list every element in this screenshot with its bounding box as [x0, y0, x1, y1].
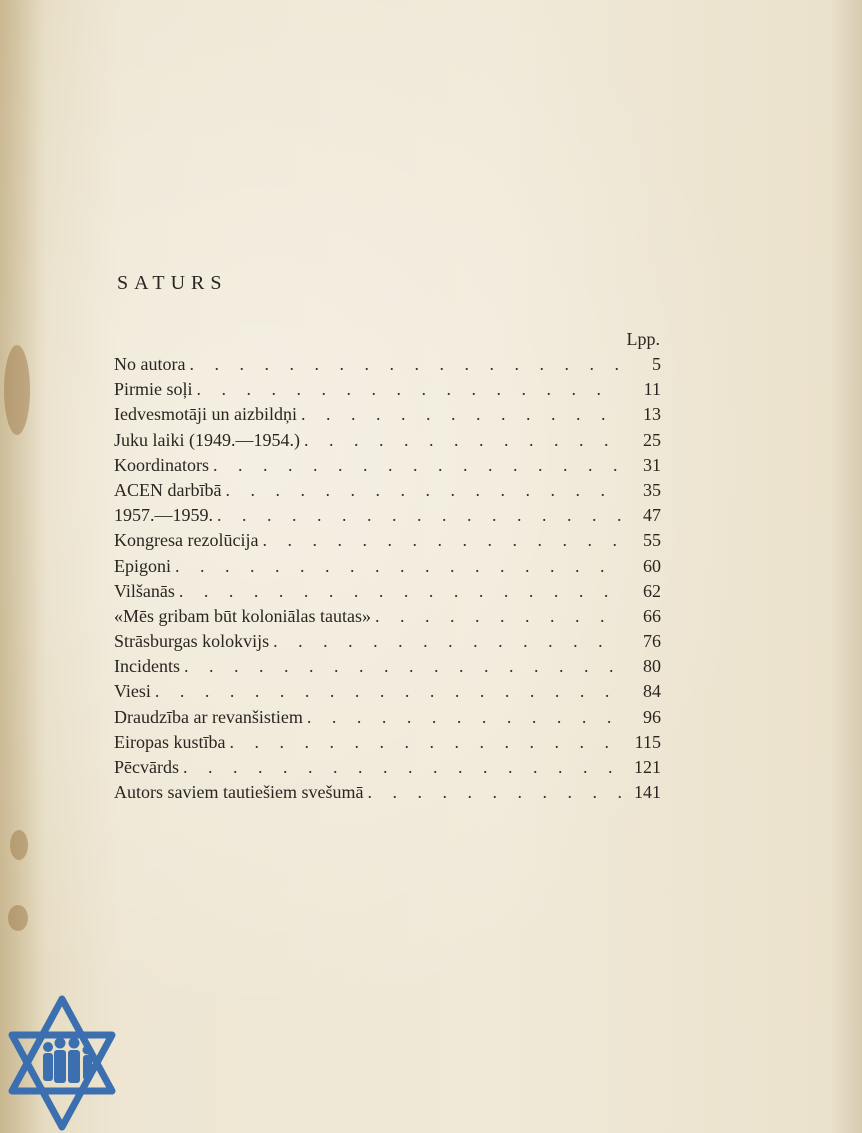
dot-leader: [213, 455, 621, 476]
toc-entry-page: 62: [643, 580, 661, 601]
toc-entry-page: 35: [643, 479, 661, 500]
toc-entry-title: Koordinators: [114, 454, 209, 475]
dot-leader: [301, 404, 621, 425]
dot-leader: [375, 606, 621, 627]
toc-entry-title: Iedvesmotāji un aizbildņi: [114, 404, 297, 425]
toc-entry-title: Draudzība ar revanšistiem: [114, 706, 303, 727]
page-column-label: Lpp.: [626, 329, 660, 349]
toc-entry: [114, 606, 661, 631]
toc-entry-title: Epigoni: [114, 555, 171, 576]
toc-entry-title: Vilšanās: [114, 580, 175, 601]
stain-spot: [10, 830, 28, 860]
dot-leader: [307, 707, 621, 728]
toc-entry: [114, 631, 661, 656]
toc-entry-page: 141: [634, 782, 661, 803]
binding-edge-stain: [0, 0, 46, 1133]
toc-entry-title: No autora: [114, 354, 186, 374]
toc-entry: [114, 782, 661, 807]
toc-entry-page: 31: [643, 454, 661, 475]
toc-entry: [114, 404, 661, 429]
toc-entry-page: 13: [643, 404, 661, 425]
toc-entry-page: 11: [643, 379, 661, 400]
stain-spot: [4, 345, 30, 435]
toc-entry-title: Eiropas kustība: [114, 731, 226, 752]
toc-entry: [114, 455, 661, 480]
toc-entry: [114, 581, 661, 606]
toc-entry-page: 115: [634, 731, 661, 752]
toc-entry: [114, 430, 661, 455]
dot-leader: [179, 581, 621, 602]
toc-entry-title: Pēcvārds: [114, 757, 179, 777]
toc-entry: [114, 379, 661, 404]
toc-entry-page: 121: [634, 757, 661, 777]
toc-entry: [114, 707, 661, 732]
toc-entry-title: ACEN darbībā: [114, 479, 222, 500]
toc-entry-title: Autors saviem tautiešiem svešumā: [114, 782, 364, 803]
toc-entry-title: Strāsburgas kolokvijs: [114, 631, 270, 652]
toc-entry-title: Pirmie soļi: [114, 379, 193, 400]
dot-leader: [189, 354, 621, 375]
dot-leader: [304, 430, 621, 451]
toc-entry: [114, 354, 661, 379]
toc-entry-page: 25: [643, 429, 661, 450]
toc-entry-page: 47: [643, 505, 661, 526]
dot-leader: [175, 556, 621, 577]
dot-leader: [229, 732, 621, 753]
dot-leader: [225, 480, 621, 501]
toc-entry-page: 76: [643, 631, 661, 652]
dot-leader: [184, 656, 621, 677]
toc-entry-title: «Mēs gribam būt koloniālas tautas»: [114, 605, 371, 626]
toc-entry-title: Kongresa rezolūcija: [114, 530, 259, 551]
toc-entry: [114, 530, 661, 555]
toc-entry: [114, 656, 661, 681]
toc-entry: [114, 505, 661, 530]
toc-entry-page: 96: [643, 706, 661, 727]
dot-leader: [367, 782, 621, 803]
toc-entry-title: 1957.—1959.: [114, 505, 213, 526]
dot-leader: [217, 505, 621, 526]
toc-entry: [114, 732, 661, 757]
toc-entry-page: 66: [643, 605, 661, 626]
toc-entry: [114, 757, 661, 782]
stain-spot: [8, 905, 28, 931]
contents-heading: SATURS: [117, 272, 228, 294]
table-of-contents: [114, 354, 661, 807]
star-of-david-family-icon: [2, 995, 122, 1131]
toc-entry-title: Viesi: [114, 681, 151, 702]
toc-entry: [114, 556, 661, 581]
toc-entry-title: Incidents: [114, 656, 180, 677]
dot-leader: [273, 631, 621, 652]
toc-entry-page: 5: [652, 354, 661, 374]
toc-entry: [114, 480, 661, 505]
dot-leader: [155, 681, 621, 702]
dot-leader: [197, 379, 621, 400]
toc-entry-page: 55: [643, 530, 661, 551]
toc-entry-page: 80: [643, 656, 661, 677]
dot-leader: [183, 757, 621, 778]
toc-entry: [114, 681, 661, 706]
toc-entry-page: 84: [643, 681, 661, 702]
toc-entry-page: 60: [643, 555, 661, 576]
dot-leader: [262, 530, 621, 551]
toc-entry-title: Juku laiki (1949.—1954.): [114, 429, 300, 450]
